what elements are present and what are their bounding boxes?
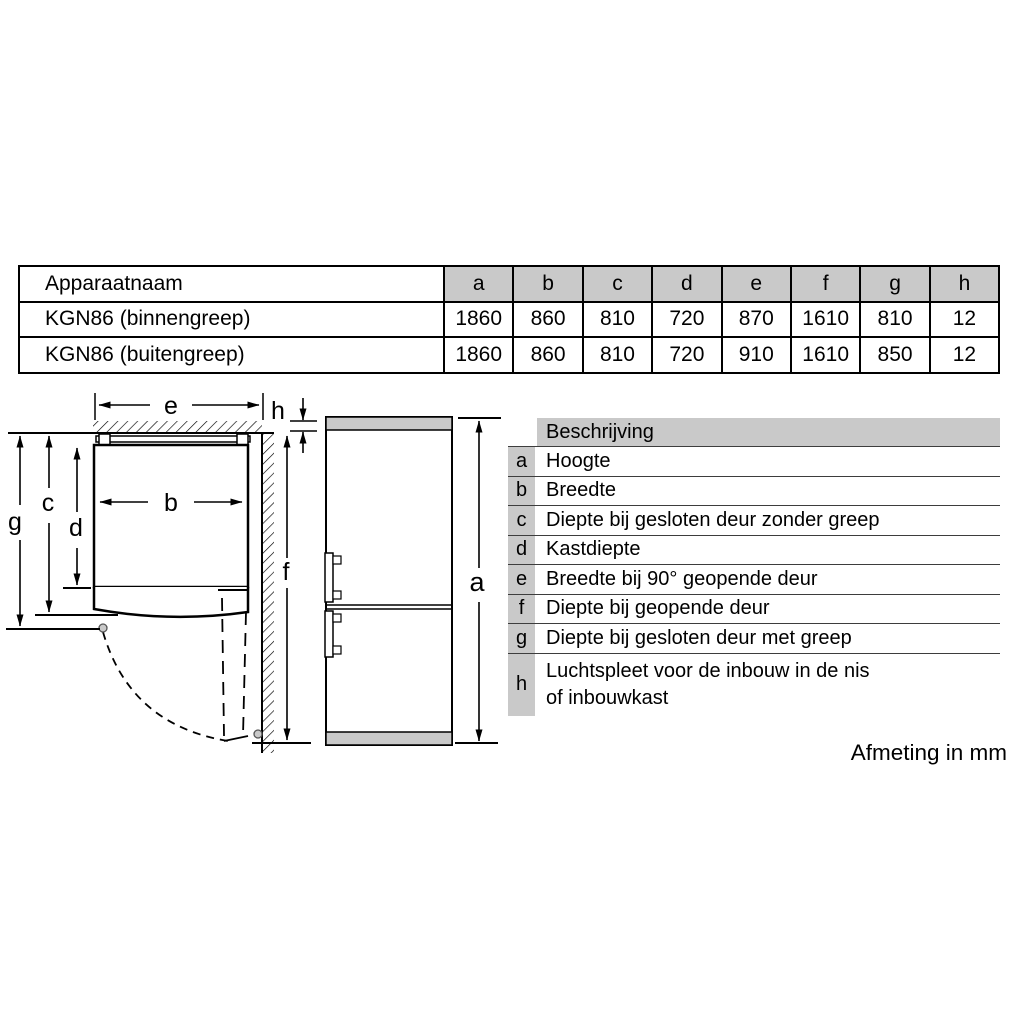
top-view xyxy=(8,421,274,753)
legend-desc xyxy=(535,654,1000,716)
legend-desc: Diepte bij geopende deur xyxy=(546,597,770,620)
value-cell: 1610 xyxy=(791,302,860,338)
col-header-b: b xyxy=(513,266,582,302)
legend-row-a xyxy=(508,447,1000,477)
value-cell: 910 xyxy=(722,337,791,373)
label-b: b xyxy=(164,489,178,517)
spacer-left xyxy=(99,434,110,445)
legend-desc: Diepte bij gesloten deur zonder greep xyxy=(546,508,880,531)
legend-desc: Diepte bij gesloten deur met greep xyxy=(546,626,852,649)
dimension-e xyxy=(95,392,263,420)
spec-table-header-row xyxy=(19,266,999,302)
label-e: e xyxy=(164,392,178,420)
label-h: h xyxy=(271,397,285,425)
dimension-f xyxy=(252,436,311,743)
label-c: c xyxy=(41,489,55,517)
legend-desc-line2: of inbouwkast xyxy=(546,686,669,709)
legend-row-h xyxy=(508,654,1000,716)
model-name: KGN86 (buitengreep) xyxy=(19,337,444,373)
spacer-right xyxy=(237,434,248,445)
spec-table-title: Apparaatnaam xyxy=(19,266,444,302)
legend-desc-line1: Luchtspleet voor de inbouw in de nis xyxy=(546,660,870,683)
hinge-pivot-open xyxy=(254,730,262,738)
legend-row-c xyxy=(508,506,1000,536)
value-cell: 720 xyxy=(652,302,721,338)
value-cell: 12 xyxy=(930,302,999,338)
legend-row-g xyxy=(508,624,1000,654)
legend-key: b xyxy=(508,477,535,506)
legend-desc: Breedte bij 90° geopende deur xyxy=(546,567,818,590)
col-header-f: f xyxy=(791,266,860,302)
door-open-edge-front xyxy=(222,598,224,736)
legend-header-label: Beschrijving xyxy=(537,418,1000,446)
col-header-g: g xyxy=(860,266,929,302)
dimension-spec-table xyxy=(18,265,1000,374)
side-view xyxy=(325,417,452,745)
legend-row-d xyxy=(508,536,1000,566)
legend-header-row xyxy=(508,418,1000,447)
col-header-h: h xyxy=(930,266,999,302)
value-cell: 870 xyxy=(722,302,791,338)
value-cell: 1860 xyxy=(444,337,513,373)
dimension-a xyxy=(455,418,501,743)
value-cell: 720 xyxy=(652,337,721,373)
value-cell: 860 xyxy=(513,302,582,338)
col-header-a: a xyxy=(444,266,513,302)
legend-table xyxy=(508,418,1000,716)
legend-key: d xyxy=(508,536,535,565)
col-header-c: c xyxy=(583,266,652,302)
door-open-edge-back xyxy=(243,612,246,736)
model-name: KGN86 (binnengreep) xyxy=(19,302,444,338)
legend-desc: Hoogte xyxy=(546,449,611,472)
value-cell: 1860 xyxy=(444,302,513,338)
value-cell: 12 xyxy=(930,337,999,373)
legend-key: h xyxy=(508,654,535,716)
value-cell: 810 xyxy=(860,302,929,338)
legend-desc: Kastdiepte xyxy=(546,538,641,561)
value-cell: 860 xyxy=(513,337,582,373)
installation-drawing xyxy=(0,390,506,770)
label-d: d xyxy=(69,514,83,542)
spec-row-buitengreep xyxy=(19,337,999,373)
legend-key: c xyxy=(508,506,535,535)
rear-spacer-bar xyxy=(96,436,250,442)
col-header-e: e xyxy=(722,266,791,302)
door-closed-top-view xyxy=(94,587,248,617)
dimension-g xyxy=(6,436,100,629)
legend-key: f xyxy=(508,595,535,624)
legend-header-spacer xyxy=(508,418,535,446)
legend-key: g xyxy=(508,624,535,653)
value-cell: 810 xyxy=(583,337,652,373)
col-header-d: d xyxy=(652,266,721,302)
legend-row-b xyxy=(508,477,1000,507)
door-swing-arc xyxy=(103,632,228,741)
fridge-top-strip xyxy=(326,417,452,430)
value-cell: 1610 xyxy=(791,337,860,373)
label-g: g xyxy=(8,508,22,536)
dimension-h xyxy=(271,397,317,453)
label-a: a xyxy=(469,567,485,597)
value-cell: 850 xyxy=(860,337,929,373)
legend-desc: Breedte xyxy=(546,479,617,502)
legend-row-e xyxy=(508,565,1000,595)
hinge-pivot-closed xyxy=(99,624,107,632)
legend-key: e xyxy=(508,565,535,594)
value-cell: 810 xyxy=(583,302,652,338)
legend-key: a xyxy=(508,447,535,476)
label-f: f xyxy=(282,558,290,586)
wall-top-hatch xyxy=(93,421,262,433)
units-footnote: Afmeting in mm xyxy=(850,740,1007,765)
spec-row-binnengreep xyxy=(19,302,999,338)
legend-row-f xyxy=(508,595,1000,625)
fridge-body xyxy=(326,417,452,745)
wall-right-hatch xyxy=(262,433,274,753)
dimension-d xyxy=(63,448,91,588)
